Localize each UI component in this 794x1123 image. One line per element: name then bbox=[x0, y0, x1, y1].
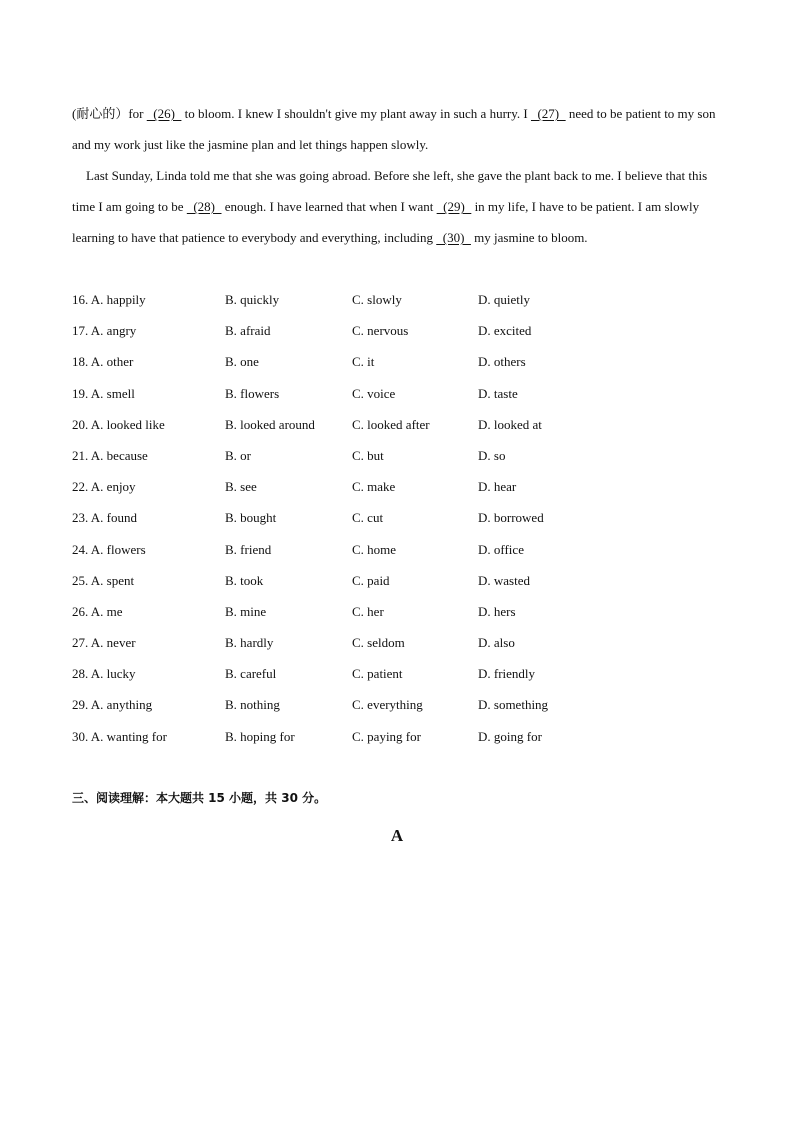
option-d: D. office bbox=[478, 541, 524, 557]
option-c: C. her bbox=[352, 603, 384, 619]
option-c: C. paying for bbox=[352, 728, 421, 744]
option-b: B. looked around bbox=[225, 416, 315, 432]
option-d: D. also bbox=[478, 635, 515, 651]
option-a: 22. A. enjoy bbox=[72, 479, 136, 495]
question-row-29 bbox=[72, 689, 722, 720]
option-b: B. see bbox=[225, 479, 257, 495]
question-row-24 bbox=[72, 534, 722, 565]
option-d: D. excited bbox=[478, 323, 532, 339]
option-c: C. patient bbox=[352, 666, 403, 682]
option-c: C. but bbox=[352, 447, 384, 463]
option-a: 29. A. anything bbox=[72, 697, 153, 713]
question-row-19 bbox=[72, 378, 722, 409]
option-a: 25. A. spent bbox=[72, 572, 135, 588]
option-b: B. careful bbox=[225, 666, 277, 682]
part-title: A bbox=[390, 826, 404, 845]
question-row-16 bbox=[72, 284, 722, 315]
option-a: 17. A. angry bbox=[72, 323, 137, 339]
question-row-30 bbox=[72, 721, 722, 752]
option-a: 23. A. found bbox=[72, 510, 137, 526]
option-d: D. hear bbox=[478, 479, 517, 495]
option-b: B. bought bbox=[225, 510, 277, 526]
option-b: B. quickly bbox=[225, 292, 280, 307]
option-d: D. wasted bbox=[478, 572, 530, 588]
option-a: 24. A. flowers bbox=[72, 541, 146, 557]
option-d: D. friendly bbox=[478, 666, 536, 682]
option-b: B. one bbox=[225, 354, 259, 370]
option-a: 18. A. other bbox=[72, 354, 134, 370]
passage-text: my jasmine to bloom. bbox=[470, 230, 588, 245]
blank-28: (28) bbox=[186, 199, 222, 214]
question-row-23 bbox=[72, 502, 722, 533]
blank-29: (29) bbox=[436, 199, 472, 214]
answer-options bbox=[72, 284, 722, 752]
option-b: B. nothing bbox=[225, 697, 280, 713]
passage-text: in my life, I have to be patient. I am slowly learning to have that patience to everybody and everything, including bbox=[72, 199, 700, 245]
option-c: C. paid bbox=[352, 572, 390, 588]
option-b: B. hardly bbox=[225, 635, 274, 651]
option-d: D. looked at bbox=[478, 416, 542, 432]
option-c: C. voice bbox=[352, 385, 396, 401]
option-c: C. cut bbox=[352, 510, 384, 526]
option-b: B. mine bbox=[225, 603, 267, 619]
passage-paragraph-1 bbox=[72, 98, 722, 160]
option-a: 27. A. never bbox=[72, 635, 136, 651]
option-a: 21. A. because bbox=[72, 447, 148, 463]
option-d: D. so bbox=[478, 447, 506, 463]
question-row-17 bbox=[72, 315, 722, 346]
cloze-passage bbox=[72, 98, 722, 253]
option-b: B. took bbox=[225, 572, 264, 588]
passage-text: enough. I have learned that when I want bbox=[221, 199, 437, 214]
blank-30: (30) bbox=[436, 230, 471, 245]
blank-27: (27) bbox=[530, 106, 566, 121]
option-d: D. something bbox=[478, 697, 549, 713]
passage-paragraph-2 bbox=[72, 160, 722, 253]
option-d: D. taste bbox=[478, 385, 518, 401]
option-c: C. slowly bbox=[352, 292, 402, 307]
option-d: D. borrowed bbox=[478, 510, 544, 526]
option-c: C. seldom bbox=[352, 635, 405, 651]
question-row-22 bbox=[72, 471, 722, 502]
question-row-27 bbox=[72, 627, 722, 658]
option-a: 19. A. smell bbox=[72, 385, 135, 401]
option-c: C. nervous bbox=[352, 323, 409, 339]
option-b: B. flowers bbox=[225, 385, 280, 401]
option-b: B. friend bbox=[225, 541, 272, 557]
option-a: 26. A. me bbox=[72, 603, 123, 619]
question-row-26 bbox=[72, 596, 722, 627]
option-a: 28. A. lucky bbox=[72, 666, 136, 682]
option-c: C. everything bbox=[352, 697, 423, 713]
section-heading: 三、阅读理解：本大题共 15 小题，共 30 分。 bbox=[72, 791, 327, 805]
passage-text: need to be patient to my son and my work just like the jasmine plan and let things happen slowly. bbox=[72, 106, 716, 152]
question-row-21 bbox=[72, 440, 722, 471]
option-a: 30. A. wanting for bbox=[72, 728, 167, 744]
blank-26: (26) bbox=[146, 106, 182, 121]
option-d: D. quietly bbox=[478, 292, 530, 307]
option-b: B. hoping for bbox=[225, 728, 295, 744]
option-d: D. others bbox=[478, 354, 526, 370]
question-row-18 bbox=[72, 346, 722, 377]
passage-text: (耐心的）for bbox=[72, 106, 147, 121]
option-a: 20. A. looked like bbox=[72, 416, 165, 432]
option-c: C. home bbox=[352, 541, 397, 557]
option-b: B. afraid bbox=[225, 323, 271, 339]
question-row-20 bbox=[72, 409, 722, 440]
option-c: C. it bbox=[352, 354, 375, 370]
question-row-28 bbox=[72, 658, 722, 689]
option-c: C. looked after bbox=[352, 416, 430, 432]
option-a: 16. A. happily bbox=[72, 292, 146, 307]
option-b: B. or bbox=[225, 447, 251, 463]
question-row-25 bbox=[72, 565, 722, 596]
passage-text: Last Sunday, Linda told me that she was going abroad. Before she left, she gave the plant back to me. I believe that this time I am going to be bbox=[72, 168, 708, 214]
option-d: D. going for bbox=[478, 728, 542, 744]
passage-text: to bloom. I knew I shouldn't give my plant away in such a hurry. I bbox=[181, 106, 531, 121]
option-c: C. make bbox=[352, 479, 396, 495]
option-d: D. hers bbox=[478, 603, 516, 619]
